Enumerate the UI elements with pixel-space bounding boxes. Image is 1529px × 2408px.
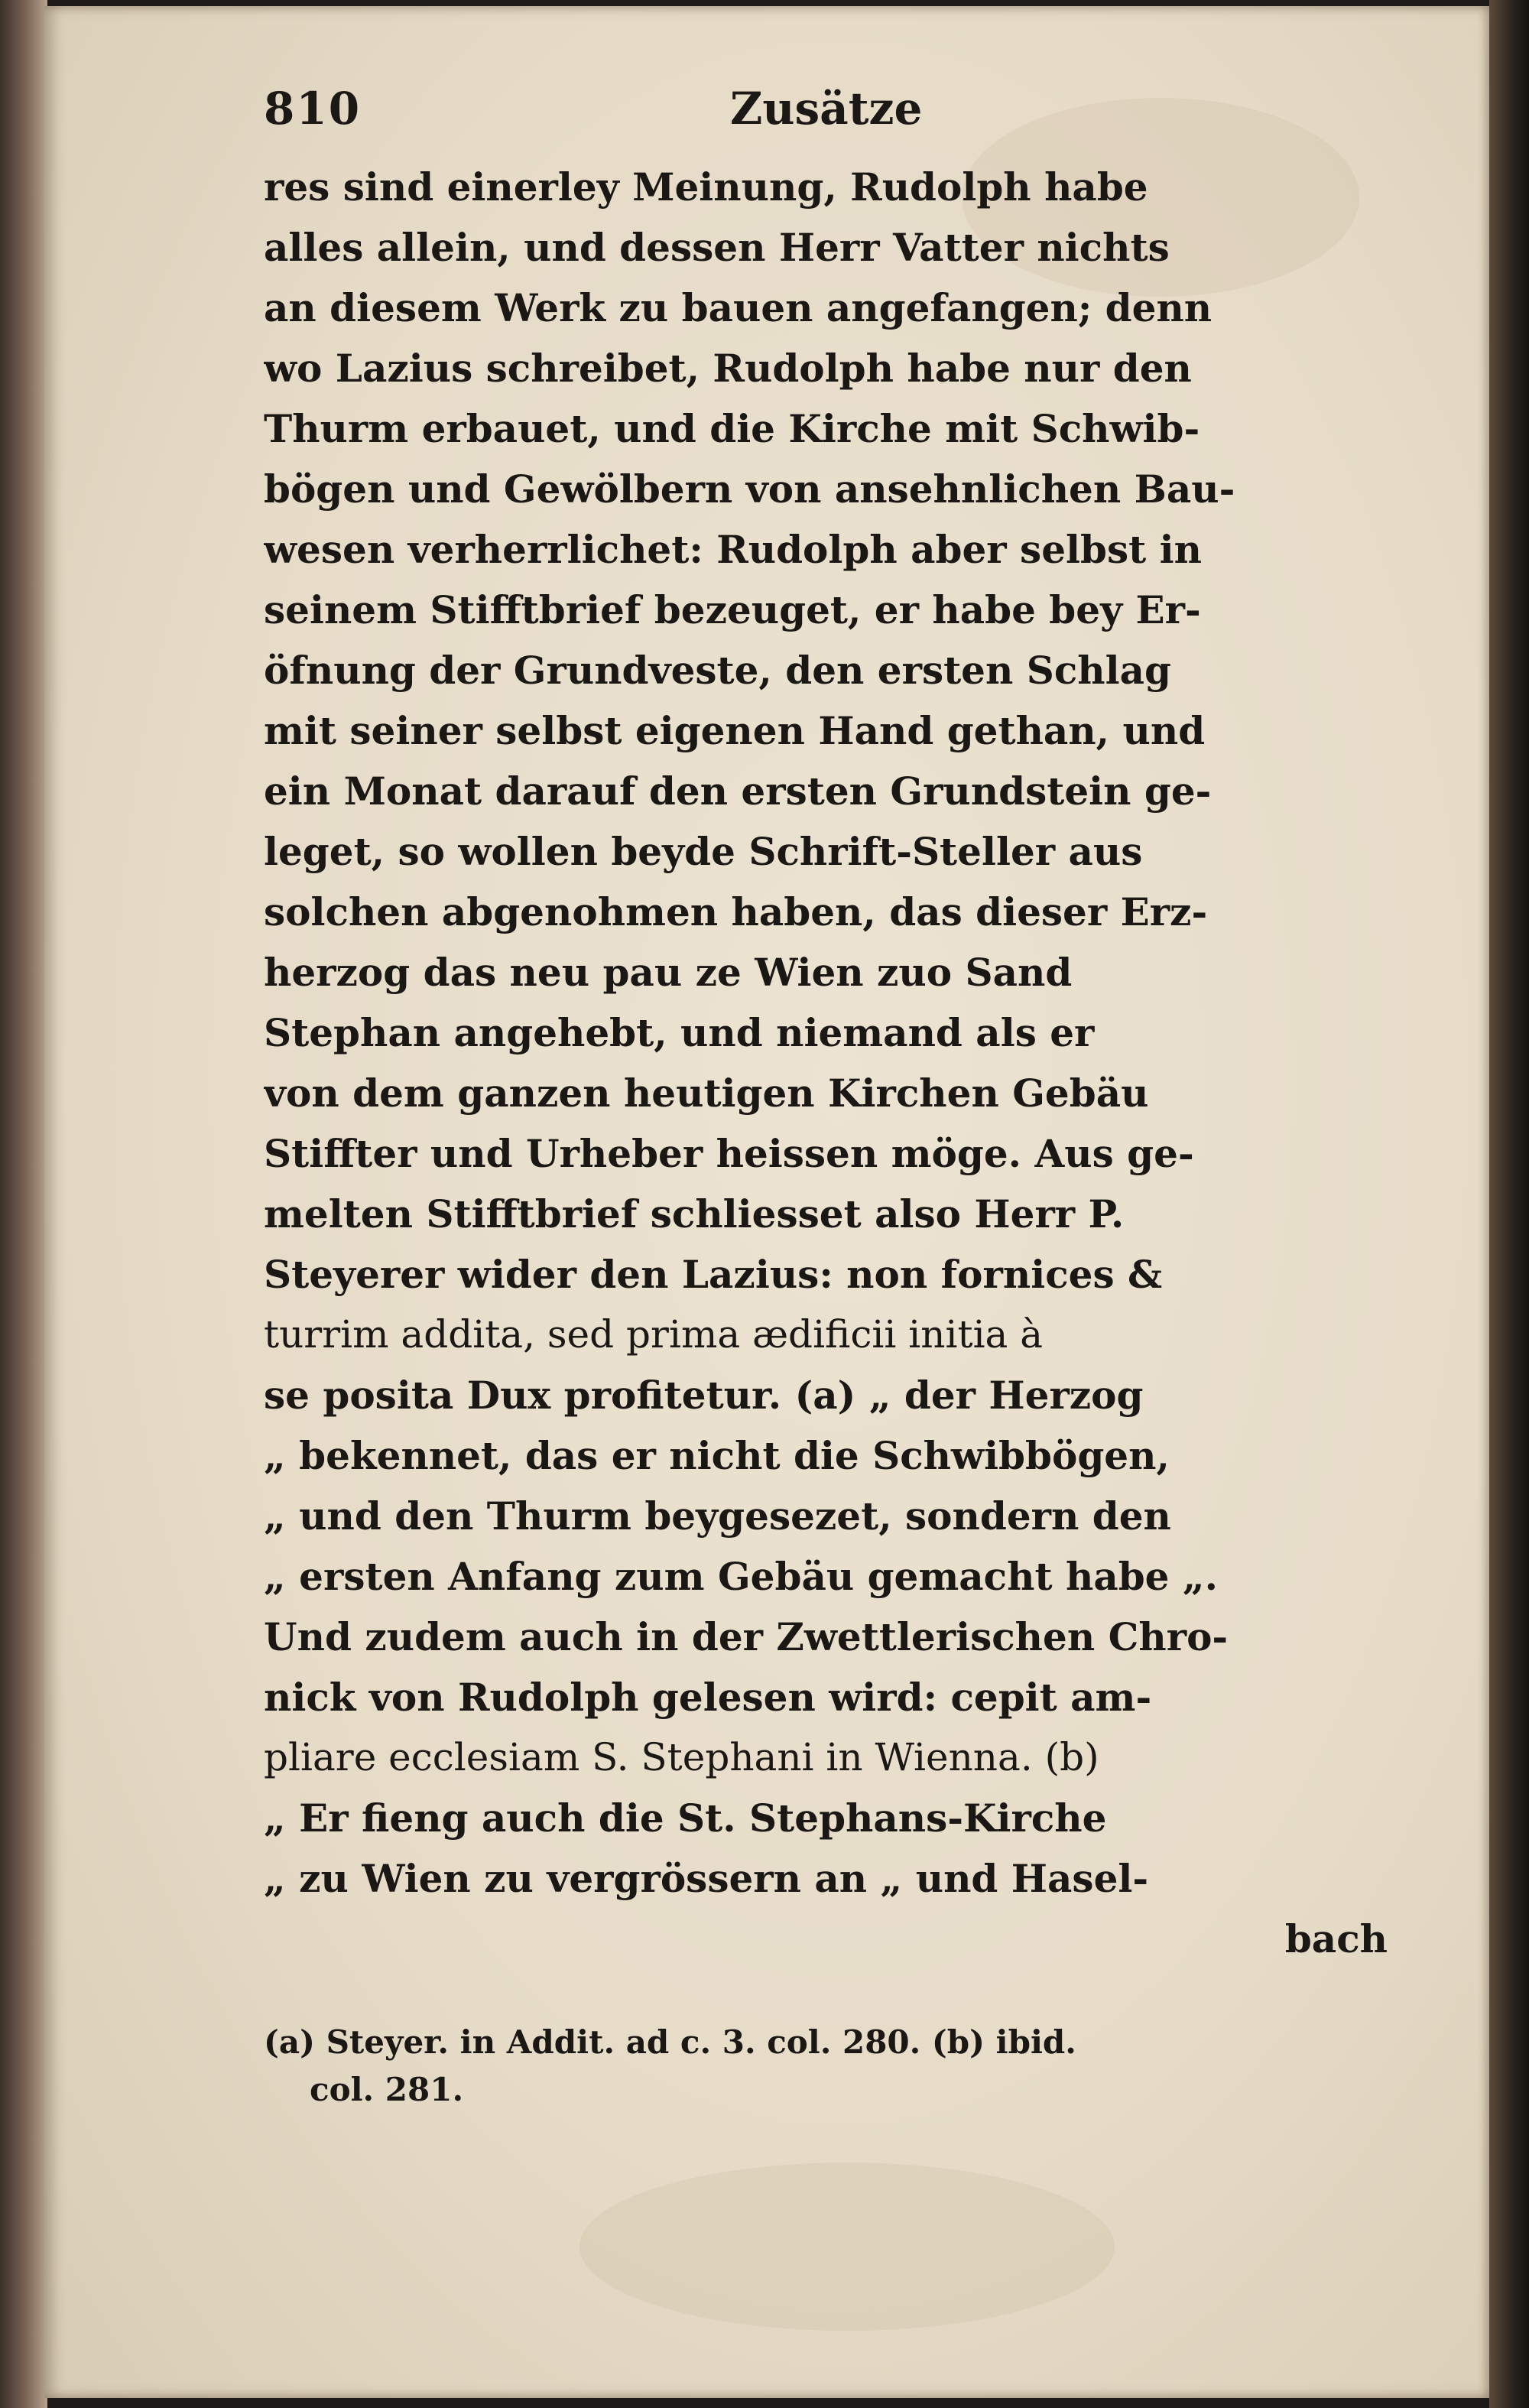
text-line: leget, so wollen beyde Schrift-Steller aus [264, 829, 1143, 874]
text-line: mit seiner selbst eigenen Hand gethan, und [264, 708, 1206, 753]
text-line: alles allein, und dessen Herr Vatter nichts [264, 225, 1170, 270]
text-line: melten Stifftbrief schliesset also Herr P. [264, 1191, 1125, 1236]
footnote-line: col. 281. [310, 2071, 464, 2108]
text-line: an diesem Werk zu bauen angefangen; denn [264, 285, 1212, 330]
text-line: Thurm erbauet, und die Kirche mit Schwib- [264, 406, 1200, 451]
text-line: ein Monat darauf den ersten Grundstein ge- [264, 769, 1212, 814]
text-line: seinem Stifftbrief bezeuget, er habe bey Er- [264, 587, 1201, 632]
footnote-line: (a) Steyer. in Addit. ad c. 3. col. 280. (b) ibid. [264, 2023, 1076, 2061]
text-line: solchen abgenohmen haben, das dieser Erz- [264, 889, 1208, 934]
body-text [264, 157, 1388, 1969]
text-line: Stephan angehebt, und niemand als er [264, 1010, 1095, 1055]
text-line: wo Lazius schreibet, Rudolph habe nur den [264, 346, 1192, 391]
footnotes [264, 2019, 1388, 2114]
text-line: herzog das neu pau ze Wien zuo Sand [264, 950, 1073, 995]
text-line: „ bekennet, das er nicht die Schwibbögen, [264, 1433, 1170, 1478]
text-line: „ Er fieng auch die St. Stephans-Kirche [264, 1795, 1107, 1841]
text-line: „ zu Wien zu vergrössern an „ und Hasel- [264, 1856, 1149, 1901]
page-number: 810 [264, 83, 362, 135]
text-line: se posita Dux profitetur. (a) „ der Herzog [264, 1373, 1144, 1418]
text-line: von dem ganzen heutigen Kirchen Gebäu [264, 1071, 1149, 1116]
catchword: bach [1284, 1916, 1388, 1961]
text-line: öfnung der Grundveste, den ersten Schlag [264, 648, 1172, 693]
text-line: turrim addita, sed prima ædificii initia à [264, 1312, 1044, 1357]
text-line: „ ersten Anfang zum Gebäu gemacht habe „. [264, 1554, 1219, 1599]
text-line: res sind einerley Meinung, Rudolph habe [264, 164, 1148, 210]
page-edge [1489, 0, 1529, 2408]
paper-stain [579, 2163, 1115, 2331]
running-head: Zusätze [730, 83, 923, 135]
text-line: pliare ecclesiam S. Stephani in Wienna. (b) [264, 1735, 1099, 1779]
page-header [264, 83, 1380, 144]
text-line: nick von Rudolph gelesen wird: cepit am- [264, 1675, 1152, 1720]
book-binding [0, 0, 47, 2408]
text-line: Und zudem auch in der Zwettlerischen Chro- [264, 1614, 1229, 1659]
text-line: bögen und Gewölbern von ansehnlichen Bau- [264, 466, 1235, 512]
text-line: „ und den Thurm beygesezet, sondern den [264, 1493, 1171, 1539]
text-line: Steyerer wider den Lazius: non fornices & [264, 1252, 1163, 1297]
text-line: wesen verherrlichet: Rudolph aber selbst in [264, 527, 1202, 572]
text-line: Stiffter und Urheber heissen möge. Aus ge- [264, 1131, 1194, 1176]
